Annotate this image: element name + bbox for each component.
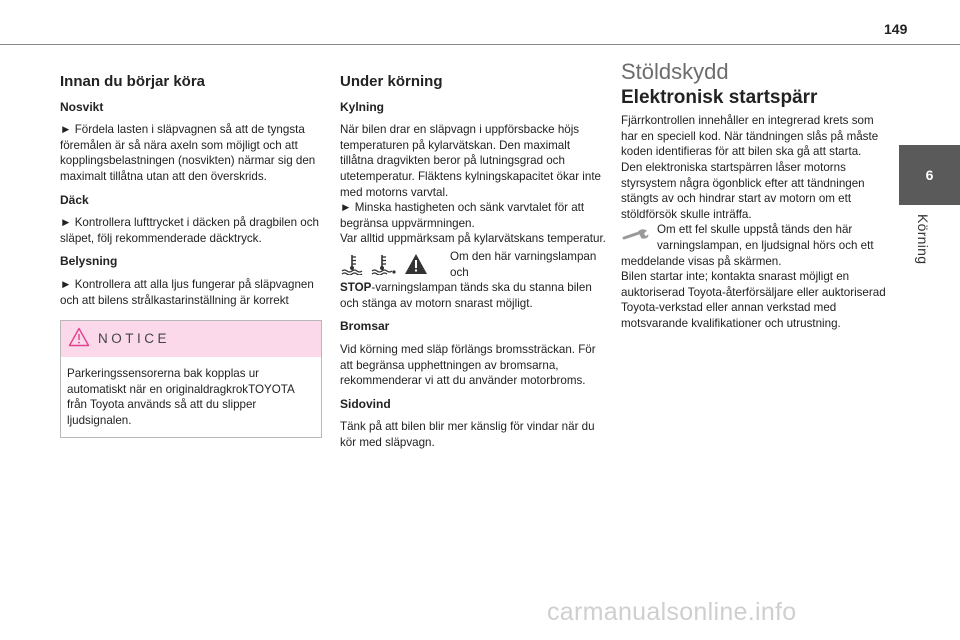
chapter-tab[interactable]: 6 [899,145,960,205]
wrench-icon [621,222,657,247]
heading-crosswind: Sidovind [340,396,391,411]
stop-label: STOP [340,281,372,295]
heading-tyres: Däck [60,192,89,207]
text-immobiliser-3: meddelande visas på skärmen. [621,254,782,268]
warning-triangle-icon [404,253,428,280]
text-immobiliser-4: Bilen startar inte; kontakta snarast möjligt en auktoriserad Toyota-återförsäljare eller auktoriserad Toyota-verkstad eller annan verkstad med motsvarande kvalifikationer och utrustning. [621,270,886,330]
coolant-level-icon [371,253,397,280]
warning-lamps-row [340,249,606,280]
notice-header [61,321,321,357]
notice-box [60,320,322,437]
heading-cooling: Kylning [340,99,384,114]
chapter-label: Körning [915,214,931,265]
heading-brakes: Bromsar [340,319,390,334]
text-tyres: ► Kontrollera lufttrycket i däcken på dragbilen och släpet, följ rekommenderade däcktryck. [60,216,319,245]
text-stop-warning [340,280,606,311]
column-before-driving [60,70,322,438]
text-stop-rest: -varningslampan tänds ska du stanna bilen och stänga av motorn snarast möjligt. [340,281,592,310]
heading-nose-weight: Nosvikt [60,99,104,114]
page-number: 149 [884,21,908,37]
text-nose-weight: ► Fördela lasten i släpvagnen så att de tyngsta föremålen är så nära axeln som möjligt och att kopplingsbelastningen (nosvikten) närmar sig den maximalt tillåtna utan att den överskrids. [60,123,316,183]
text-cooling-3: Var alltid uppmärksam på kylarvätskans temperatur. [340,232,606,246]
heading-lighting: Belysning [60,254,118,269]
heading-immobiliser: Elektronisk startspärr [621,86,818,108]
text-immobiliser-2: Den elektroniska startspärren låser motorns styrsystem några ögonblick efter att tändningen stängts av och hindrar start av motorn om ett stöldförsök skulle inträffa. [621,160,865,221]
watermark: carmanualsonline.info [547,598,797,626]
section-title-before-driving: Innan du börjar köra [60,73,206,90]
text-lighting: ► Kontrollera att alla ljus fungerar på släpvagnen och att bilens strålkastarinställning är korrekt [60,277,314,307]
text-immobiliser-1: Fjärrkontrollen innehåller en integrerad krets som har en speciell kod. När tändningen slås på måste koden identifieras för att bilen ska gå att starta. [621,114,879,159]
text-brakes: Vid körning med släp förlängs bromssträckan. För att begränsa upphettningen av bromsarna, rekommenderar vi att du använder motorbroms. [340,342,596,388]
top-divider [0,44,960,45]
text-wrench-warning: Om ett fel skulle uppstå tänds den här varningslampan, en ljudsignal hörs och ett [657,223,874,252]
text-cooling-1: När bilen drar en släpvagn i uppförsbacke höjs temperaturen på kylarvätskan. Den maximalt tillåtna dragvikten beror på lutningsgrad och utetemperatur. Fläktens kylningskapacitet ökar inte med motorns varvtal. [340,123,601,199]
column-anti-theft [621,59,891,336]
notice-text: Parkeringssensorerna bak kopplas ur automatiskt när en originaldragkrokTOYOTA från Toyota används så att du slipper ljudsignalen. [67,367,295,427]
section-title-anti-theft: Stöldskydd [621,59,729,84]
warning-lamp-icons [340,249,450,280]
column-while-driving [340,70,606,454]
text-crosswind: Tänk på att bilen blir mer känslig för vindar när du kör med släpvagn. [340,420,595,449]
text-cooling-2: ► Minska hastigheten och sänk varvtalet för att begränsa uppvärmningen. [340,201,585,230]
wrench-warning-row [621,222,891,253]
notice-triangle-icon [68,327,90,352]
coolant-temperature-icon [340,253,364,280]
section-title-while-driving: Under körning [340,73,443,90]
notice-title: NOTICE [98,331,171,347]
text-warning-lamp: Om den här varningslampan och [450,249,597,279]
